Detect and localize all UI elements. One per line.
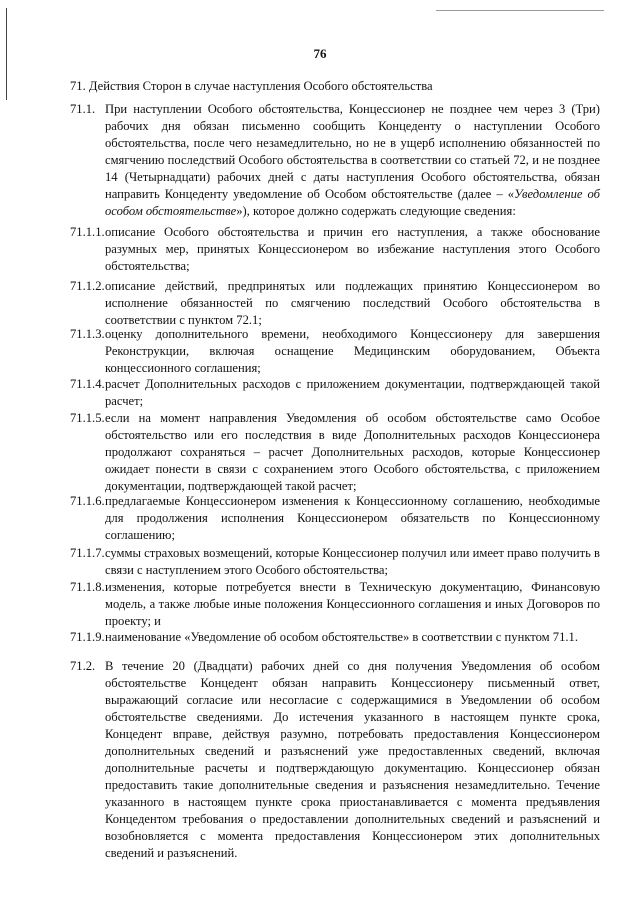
- list-item: 71.1.9. наименование «Уведомление об особом обстоятельстве» в соответствии с пунктом 71.1.: [70, 630, 578, 644]
- list-item: 71.1.8. изменения, которые потребуется внести в Техническую документацию, Финансовую модель, а также любые иные положения Концессионного соглашения и иных Договоров по проекту; и: [70, 580, 600, 628]
- defined-term: Уведомление об особом обстоятельстве: [105, 187, 600, 218]
- section-title: 71. Действия Сторон в случае наступления Особого обстоятельства: [70, 79, 433, 93]
- scan-edge-mark-top: [436, 10, 604, 11]
- list-item: 71.1.4. расчет Дополнительных расходов с приложением документации, подтверждающей такой расчет;: [70, 377, 600, 408]
- clause-number: 71.2.: [70, 659, 96, 673]
- list-item: 71.1.3. оценку дополнительного времени, необходимого Концессионеру для завершения Реконструкции, включая оснащение Медицинским оборудованием, Объекта концессионного соглашения;: [70, 327, 600, 375]
- clause-number: 71.1.: [70, 102, 96, 116]
- page-number: 76: [313, 46, 327, 61]
- clause-text: При наступлении Особого обстоятельства, Концессионер не позднее чем через 3 (Три) рабочих дня обязан письменно сообщить Концеденту о наступлении Особого обстоятельства, после чего незамедлительно, но не в ущерб исполнению обязанностей по смягчению последствий Особого обстоятельства в соответствии со статьей 72, и не позднее 14 (Четырнадцати) рабочих дней с даты наступления Особого обстоятельства, обязан направить Концеденту уведомление об Особом обстоятельстве (далее – «Уведомление об особом обстоятельстве»), которое должно содержать следующие сведения:: [105, 102, 600, 218]
- list-item: 71.1.5. если на момент направления Уведомления об особом обстоятельстве само Особое обстоятельство или его последствия в виде Дополнительных расходов Концессионера продолжают сохраняться – расчет Дополнительных расходов, которые Концессионер ожидает понести в связи с сохранением этого Особого обстоятельства, с приложением документации, подтверждающей такой расчет;: [70, 411, 600, 493]
- list-item: 71.1.2. описание действий, предпринятых или подлежащих принятию Концессионером во исполнение обязанностей по смягчению последствий Особого обстоятельства в соответствии с пунктом 72.1;: [70, 279, 600, 327]
- list-item: 71.1.6. предлагаемые Концессионером изменения к Концессионному соглашению, необходимые для продолжения исполнения Концессионером обязательств по Концессионному соглашению;: [70, 494, 600, 542]
- list-item: 71.1.1. описание Особого обстоятельства и причин его наступления, а также обоснование разумных мер, принятых Концессионером во избежание наступления этого Особого обстоятельства;: [70, 225, 600, 273]
- clause-71-1: [70, 101, 600, 220]
- clause-text: В течение 20 (Двадцати) рабочих дней со дня получения Уведомления об особом обстоятельстве Концедент обязан направить Концессионеру письменный ответ, выражающий согласие или несогласие с содержащимися в Уведомлении об особом обстоятельстве сведениями. До истечения указанного в настоящем пункте срока, Концедент вправе, действуя разумно, потребовать предоставления Концессионером дополнительных сведений и разъяснений уже предоставленных сведений, включая дополнительные расчеты и подтверждающую документацию. Концессионер обязан предоставить такие дополнительные сведения и разъяснения незамедлительно. Течение указанного в настоящем пункте срока приостанавливается с момента предъявления Концедентом требования о предоставлении дополнительных сведений и разъяснений и возобновляется с момента предоставления Концессионером этих дополнительных сведений и разъяснений.: [105, 659, 600, 860]
- clause-71-2: [70, 658, 600, 862]
- list-item: 71.1.7. суммы страховых возмещений, которые Концессионер получил или имеет право получить в связи с наступлением этого Особого обстоятельства;: [70, 546, 600, 577]
